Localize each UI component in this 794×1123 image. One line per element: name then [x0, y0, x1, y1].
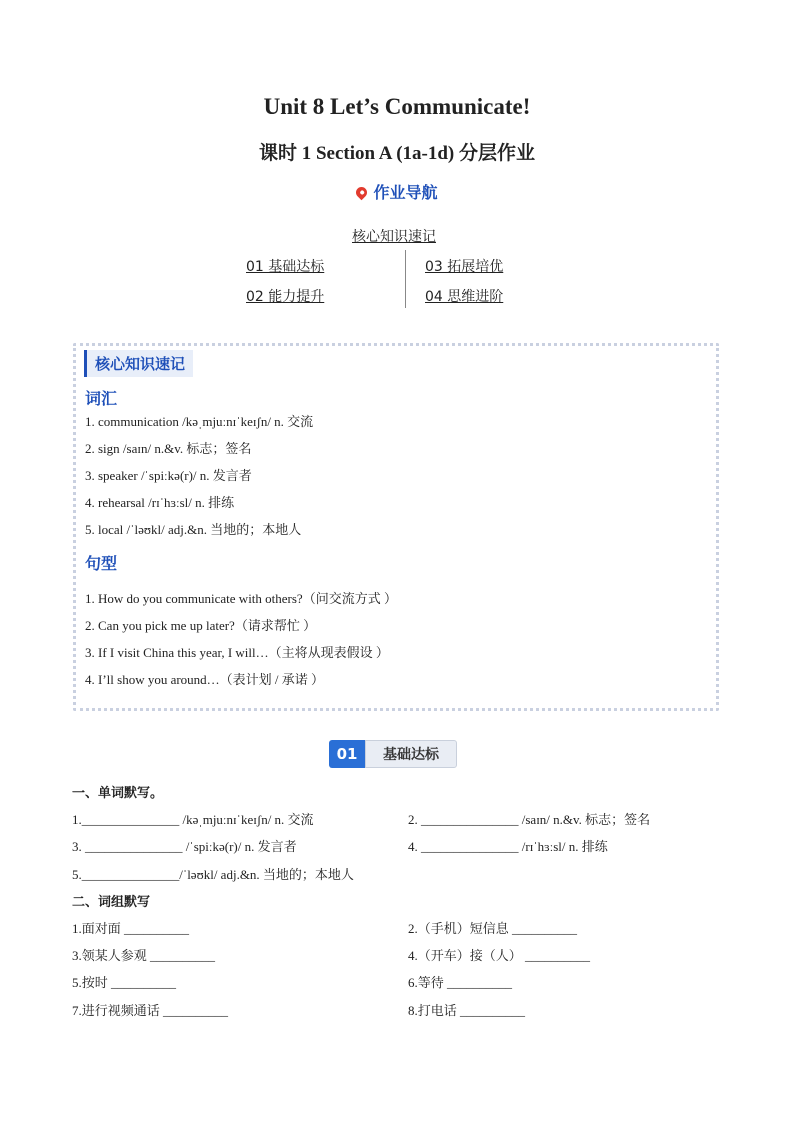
vocab-item: 2. sign /saɪn/ n.&v. 标志；签名: [85, 441, 252, 456]
phrase-question: 8.打电话 __________: [408, 1003, 526, 1018]
part1-heading: 一、单词默写。: [72, 786, 164, 801]
phrase-question: 6.等待 __________: [408, 975, 513, 990]
location-pin-icon: [354, 185, 370, 201]
word-question: 3. _______________ /ˈspiːkə(r)/ n. 发言者: [72, 839, 297, 854]
sentence-item: 2. Can you pick me up later?（请求帮忙 ）: [85, 618, 317, 633]
vocab-item: 1. communication /kəˌmjuːnɪˈkeɪʃn/ n. 交流: [85, 414, 314, 429]
section-number: 01: [329, 740, 365, 768]
vocab-item: 3. speaker /ˈspiːkə(r)/ n. 发言者: [85, 468, 252, 483]
section-badge: [329, 740, 457, 768]
nav-link-summary[interactable]: 核心知识速记: [352, 229, 436, 245]
knowledge-tag: 核心知识速记: [84, 350, 193, 377]
nav-divider: [405, 250, 406, 308]
part2-heading: 二、词组默写: [72, 895, 151, 910]
page-subtitle: 课时 1 Section A (1a-1d) 分层作业: [258, 143, 536, 164]
sentence-item: 1. How do you communicate with others?（问交流方式 ）: [85, 591, 397, 606]
phrase-question: 4.（开车）接（人） __________: [408, 948, 591, 963]
nav-heading-text: 作业导航: [373, 183, 438, 202]
nav-link-01[interactable]: 01 基础达标: [246, 259, 325, 275]
nav-heading: [0, 180, 794, 203]
phrase-question: 5.按时 __________: [72, 975, 177, 990]
word-question: 5._______________/ˈləʊkl/ adj.&n. 当地的；本地人: [72, 867, 354, 882]
word-question: 1._______________ /kəˌmjuːnɪˈkeɪʃn/ n. 交流: [72, 812, 314, 827]
word-question: 4. _______________ /rɪˈhɜːsl/ n. 排练: [408, 839, 608, 854]
vocab-item: 4. rehearsal /rɪˈhɜːsl/ n. 排练: [85, 495, 235, 510]
nav-link-04[interactable]: 04 思维进阶: [425, 289, 504, 305]
section-label: 基础达标: [365, 740, 457, 768]
sentence-item: 4. I’ll show you around…（表计划 / 承诺 ）: [85, 672, 325, 687]
nav-link-03[interactable]: 03 拓展培优: [425, 259, 504, 275]
phrase-question: 3.领某人参观 __________: [72, 948, 216, 963]
sentence-item: 3. If I visit China this year, I will…（主将从现表假设 ）: [85, 645, 389, 660]
phrase-question: 2.（手机）短信息 __________: [408, 921, 578, 936]
page-title: Unit 8 Let’s Communicate!: [263, 94, 531, 119]
vocab-heading: 词汇: [85, 389, 118, 408]
vocab-item: 5. local /ˈləʊkl/ adj.&n. 当地的；本地人: [85, 522, 302, 537]
phrase-question: 7.进行视频通话 __________: [72, 1003, 229, 1018]
phrase-question: 1.面对面 __________: [72, 921, 190, 936]
nav-link-02[interactable]: 02 能力提升: [246, 289, 325, 305]
word-question: 2. _______________ /saɪn/ n.&v. 标志；签名: [408, 812, 651, 827]
sentence-heading: 句型: [85, 554, 118, 573]
